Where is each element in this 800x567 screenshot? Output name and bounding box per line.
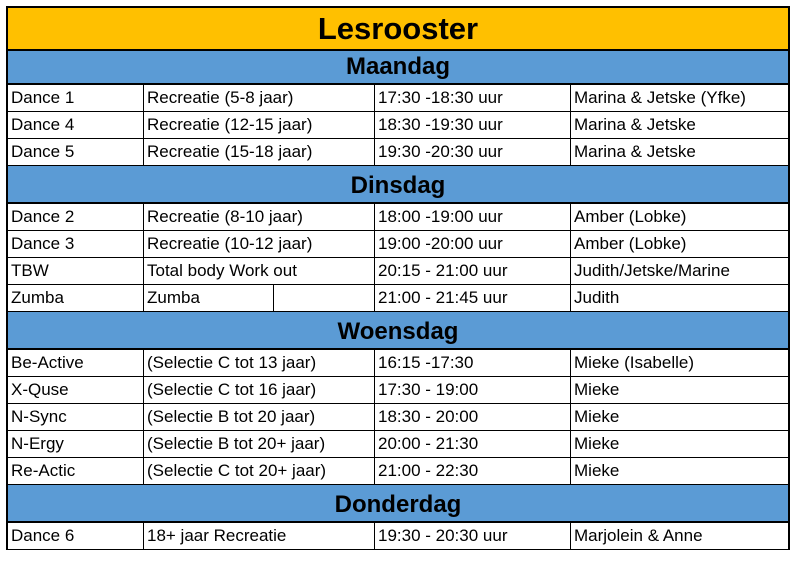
time-cell: 17:30 - 19:00: [375, 377, 571, 403]
table-row: [6, 404, 790, 431]
group-cell: Zumba: [144, 285, 274, 311]
table-row: [6, 139, 790, 166]
class-code-cell: X-Quse: [8, 377, 144, 403]
teacher-cell: Judith: [574, 288, 620, 307]
class-code-cell: Dance 1: [8, 85, 144, 111]
group-cell: (Selectie C tot 16 jaar): [144, 377, 375, 403]
group-cell: (Selectie B tot 20+ jaar): [144, 431, 375, 457]
class-code-cell: TBW: [8, 258, 144, 284]
time-cell: 16:15 -17:30: [375, 350, 571, 376]
group-cell: Recreatie (5-8 jaar): [144, 85, 375, 111]
class-code-cell: Dance 5: [8, 139, 144, 165]
time-cell: 19:30 -20:30 uur: [375, 139, 571, 165]
table-row: [6, 458, 790, 485]
time-cell: 17:30 -18:30 uur: [375, 85, 571, 111]
class-code-cell: N-Ergy: [8, 431, 144, 457]
class-code-cell: Dance 6: [8, 523, 144, 549]
time-cell: 18:00 -19:00 uur: [375, 204, 571, 230]
teacher-cell: Mieke: [574, 434, 620, 453]
days-container: [6, 51, 790, 550]
teacher-cell: Mieke: [574, 380, 620, 399]
day-header: Maandag: [6, 51, 790, 85]
day-header: Dinsdag: [6, 170, 790, 204]
time-cell: 20:15 - 21:00 uur: [375, 258, 571, 284]
day-header: Woensdag: [6, 316, 790, 350]
time-cell: 21:00 - 22:30: [375, 458, 571, 484]
teacher-cell: Mieke: [574, 461, 620, 480]
table-row: [6, 350, 790, 377]
table-row: [6, 231, 790, 258]
teacher-cell: Marina & Jetske: [574, 115, 696, 134]
class-code-cell: Be-Active: [8, 350, 144, 376]
group-cell: Recreatie (15-18 jaar): [144, 139, 375, 165]
group-cell: 18+ jaar Recreatie: [144, 523, 375, 549]
table-row: [6, 285, 790, 312]
group-cell: (Selectie C tot 20+ jaar): [144, 458, 375, 484]
group-cell: (Selectie B tot 20 jaar): [144, 404, 375, 430]
class-code-cell: Dance 4: [8, 112, 144, 138]
class-code-cell: Dance 2: [8, 204, 144, 230]
table-row: [6, 377, 790, 404]
table-row: [6, 258, 790, 285]
time-cell: 21:00 - 21:45 uur: [375, 285, 571, 311]
group-cell: Recreatie (12-15 jaar): [144, 112, 375, 138]
time-cell: 18:30 -19:30 uur: [375, 112, 571, 138]
time-cell: 18:30 - 20:00: [375, 404, 571, 430]
day-header: Donderdag: [6, 489, 790, 523]
group-cell: (Selectie C tot 13 jaar): [144, 350, 375, 376]
table-row: [6, 85, 790, 112]
time-cell: 19:30 - 20:30 uur: [375, 523, 571, 549]
empty-cell: [274, 285, 375, 311]
teacher-cell: Marjolein & Anne: [574, 526, 703, 545]
class-code-cell: Re-Actic: [8, 458, 144, 484]
teacher-cell: Amber (Lobke): [574, 234, 687, 253]
teacher-cell: Marina & Jetske: [574, 142, 696, 161]
teacher-cell: Marina & Jetske (Yfke): [574, 88, 746, 107]
table-row: [6, 204, 790, 231]
class-code-cell: N-Sync: [8, 404, 144, 430]
table-row: [6, 431, 790, 458]
group-cell: Recreatie (10-12 jaar): [144, 231, 375, 257]
table-row: [6, 112, 790, 139]
class-code-cell: Zumba: [8, 285, 144, 311]
table-row: [6, 523, 790, 550]
teacher-cell: Amber (Lobke): [574, 207, 687, 226]
time-cell: 19:00 -20:00 uur: [375, 231, 571, 257]
class-code-cell: Dance 3: [8, 231, 144, 257]
teacher-cell: Mieke (Isabelle): [574, 353, 694, 372]
schedule-sheet: [6, 6, 790, 550]
teacher-cell: Mieke: [574, 407, 620, 426]
group-cell: Recreatie (8-10 jaar): [144, 204, 375, 230]
time-cell: 20:00 - 21:30: [375, 431, 571, 457]
page-title: Lesrooster: [6, 6, 790, 51]
group-cell: Total body Work out: [144, 258, 375, 284]
teacher-cell: Judith/Jetske/Marine: [574, 261, 730, 280]
